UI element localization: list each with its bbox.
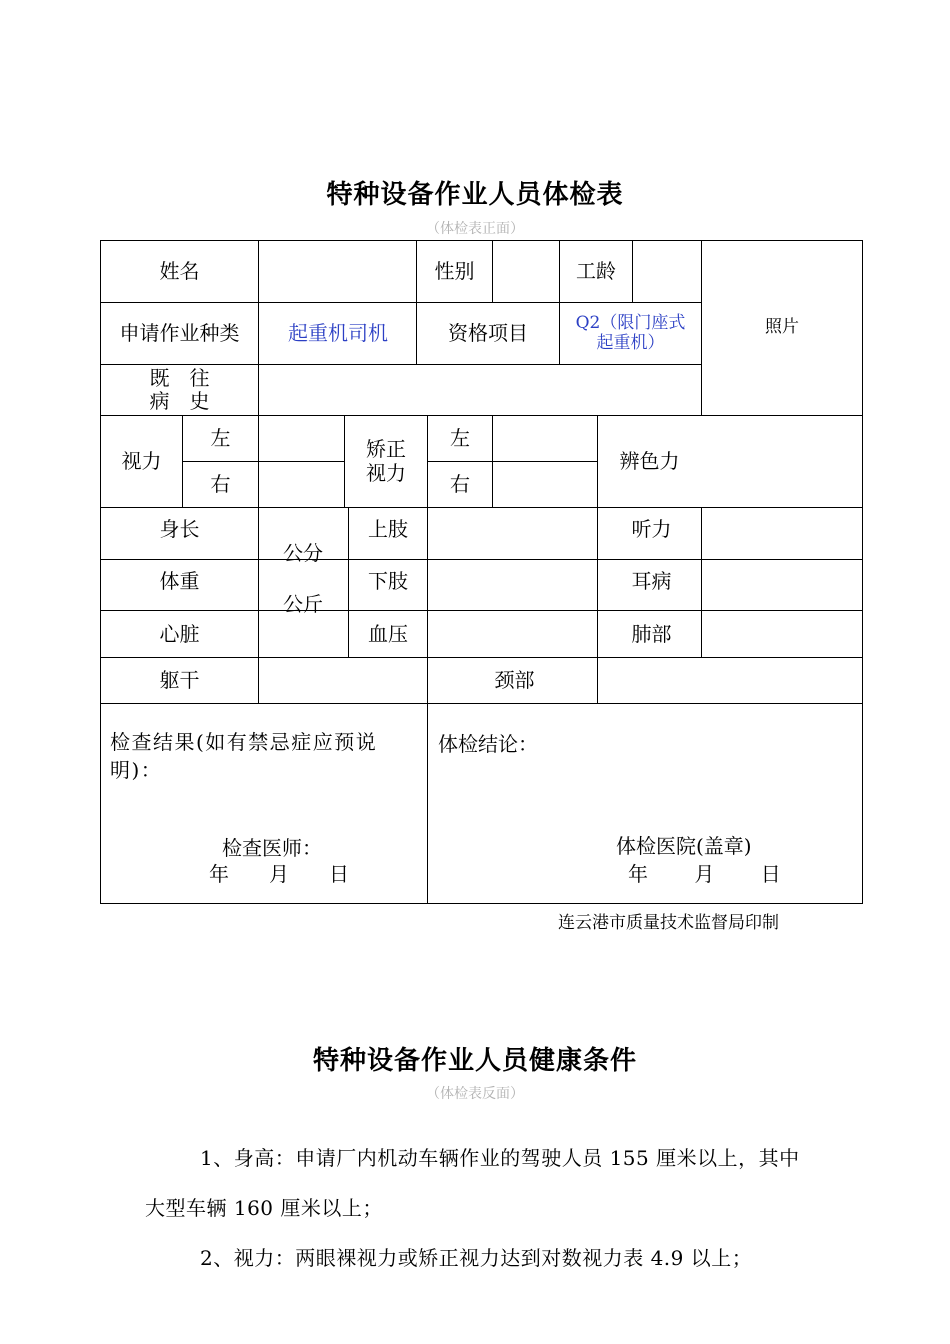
label-vision-left: 左 xyxy=(210,426,231,450)
name-field[interactable] xyxy=(259,240,417,302)
corrected-vision-line1: 矫正 xyxy=(366,437,406,461)
label-lungs: 肺部 xyxy=(631,621,672,646)
printed-by-note: 连云港市质量技术监督局印制 xyxy=(558,913,779,933)
label-ear-disease: 耳病 xyxy=(631,568,672,593)
vision-left-field[interactable] xyxy=(259,415,345,461)
label-gender: 性别 xyxy=(434,259,475,283)
conditions-subtitle: （体检表反面） xyxy=(426,1086,524,1102)
label-job-type: 申请作业种类 xyxy=(119,321,240,345)
lungs-field[interactable] xyxy=(701,610,863,657)
corrected-left-field[interactable] xyxy=(492,415,598,461)
label-blood-pressure: 血压 xyxy=(368,621,408,646)
blood-pressure-field[interactable] xyxy=(427,610,602,657)
label-name: 姓名 xyxy=(159,259,200,283)
grid-line xyxy=(100,703,863,704)
conclusion-label: 体检结论： xyxy=(438,732,538,756)
label-lower-limb: 下肢 xyxy=(368,568,408,593)
label-height: 身长 xyxy=(159,517,200,541)
label-corrected-vision xyxy=(344,415,428,507)
condition-item-2: 2、视力：两眼裸视力或矫正视力达到对数视力表 4.9 以上； xyxy=(200,1246,753,1270)
conditions-title: 特种设备作业人员健康条件 xyxy=(312,1046,637,1076)
vision-right-field[interactable] xyxy=(259,461,345,507)
gender-field[interactable] xyxy=(492,240,560,302)
exam-date-left: 年 月 日 xyxy=(209,862,349,886)
medical-history-line1: 既 往 xyxy=(149,365,210,390)
exam-result-label: 检查结果(如有禁忌症应预说明)： xyxy=(110,730,378,782)
label-vision: 视力 xyxy=(121,449,162,473)
label-hearing: 听力 xyxy=(631,517,672,541)
corrected-vision-line2: 视力 xyxy=(366,461,406,485)
label-qualification: 资格项目 xyxy=(448,321,528,345)
form-subtitle: （体检表正面） xyxy=(426,221,524,237)
label-color-vision: 辨色力 xyxy=(619,449,680,473)
seniority-field[interactable] xyxy=(632,240,702,302)
upper-limb-field[interactable] xyxy=(427,507,602,559)
neck-field[interactable] xyxy=(601,657,863,703)
exam-doctor-label: 检查医师： xyxy=(222,836,322,860)
heart-field[interactable] xyxy=(259,610,349,657)
medical-history-field[interactable] xyxy=(259,364,702,415)
weight-unit: 公斤 xyxy=(283,592,323,616)
medical-history-line2: 病 史 xyxy=(149,388,210,413)
label-vision-right: 右 xyxy=(210,472,231,496)
exam-date-right: 年 月 日 xyxy=(628,862,781,886)
label-seniority: 工龄 xyxy=(576,259,616,283)
corrected-right-field[interactable] xyxy=(492,461,598,507)
height-unit: 公分 xyxy=(283,541,323,565)
condition-item-1-line1: 1、身高：申请厂内机动车辆作业的驾驶人员 155 厘米以上，其中 xyxy=(200,1146,800,1170)
condition-item-1-line2: 大型车辆 160 厘米以上； xyxy=(145,1196,383,1220)
hearing-field[interactable] xyxy=(701,507,863,559)
hospital-stamp-label: 体检医院(盖章) xyxy=(616,834,752,858)
label-corrected-left: 左 xyxy=(450,426,470,450)
label-corrected-right: 右 xyxy=(450,472,470,496)
ear-disease-field[interactable] xyxy=(701,559,863,610)
trunk-field[interactable] xyxy=(259,657,428,703)
qualification-value xyxy=(559,302,702,364)
label-medical-history xyxy=(100,364,259,415)
job-type-value: 起重机司机 xyxy=(288,321,388,345)
label-heart: 心脏 xyxy=(159,621,200,646)
label-upper-limb: 上肢 xyxy=(368,517,408,541)
qualification-value-line1: Q2（限门座式 xyxy=(575,312,686,333)
form-title: 特种设备作业人员体检表 xyxy=(326,180,624,210)
grid-line xyxy=(100,903,863,904)
lower-limb-field[interactable] xyxy=(427,559,602,610)
photo-box: 照片 xyxy=(765,317,799,338)
color-vision-field[interactable] xyxy=(701,415,863,507)
label-neck: 颈部 xyxy=(494,668,535,692)
qualification-value-line2: 起重机） xyxy=(596,333,665,353)
label-trunk: 躯干 xyxy=(159,668,200,692)
label-weight: 体重 xyxy=(159,568,200,593)
